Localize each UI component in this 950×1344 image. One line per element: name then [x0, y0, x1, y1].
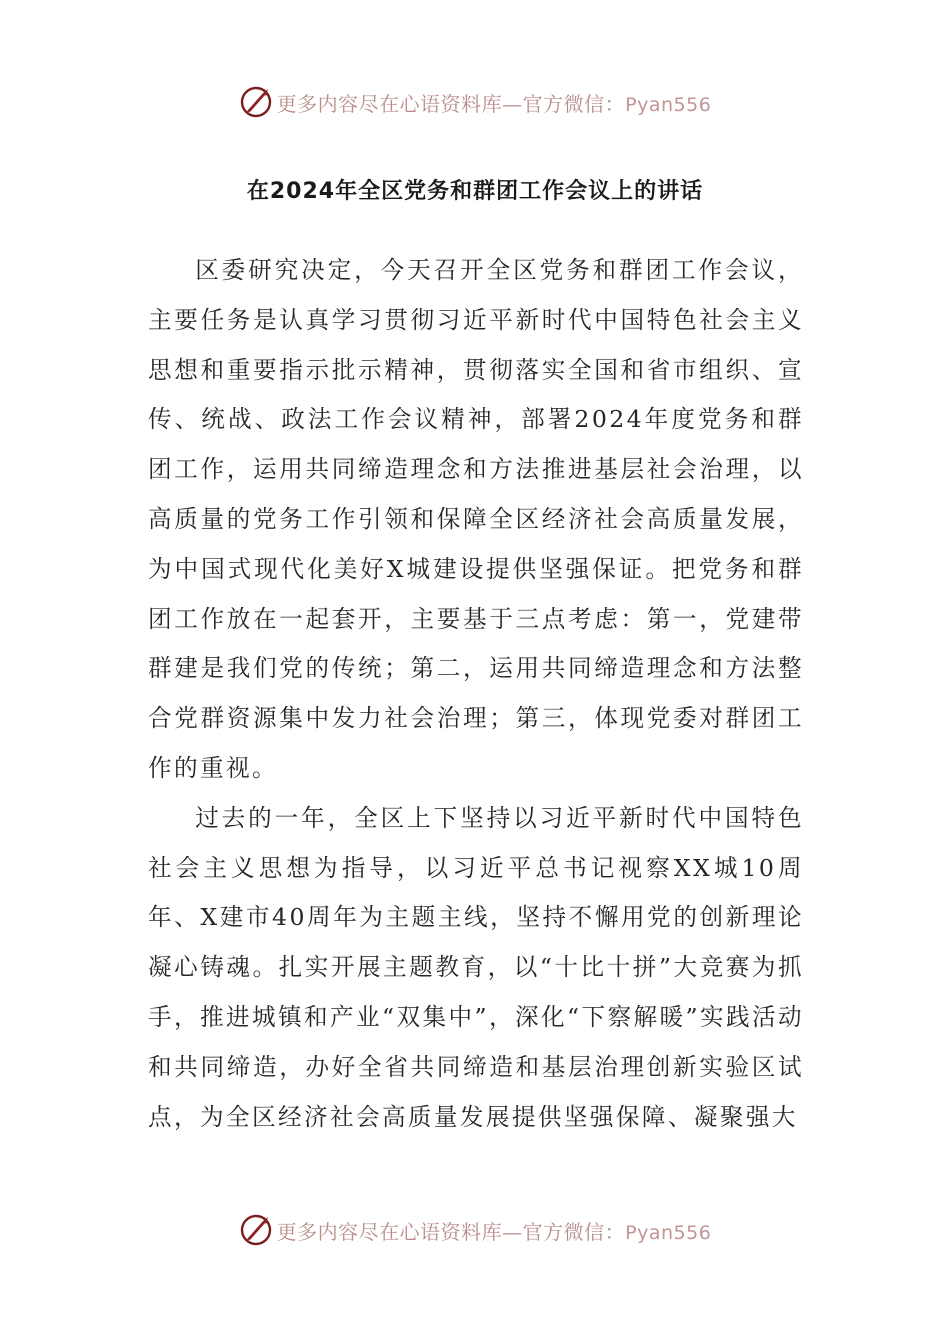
watermark-wechat-label: 官方微信： — [522, 1219, 626, 1244]
watermark-header — [0, 82, 950, 122]
document-body — [148, 246, 804, 1142]
watermark-separator: — — [502, 91, 523, 116]
paragraph: 过去的一年，全区上下坚持以习近平新时代中国特色社会主义思想为指导，以习近平总书记视察XX城10周年、X建市40周年为主题主线，坚持不懈用党的创新理论凝心铸魂。扎实开展主题教育，以“十比十拼”大竞赛为抓手，推进城镇和产业“双集中”，深化“下察解暖”实践活动和共同缔造，办好全省共同缔造和基层治理创新实验区试点，为全区经济社会高质量发展提供坚强保障、凝聚强大 — [148, 803, 804, 1131]
document-title: 在2024年全区党务和群团工作会议上的讲话 — [246, 179, 704, 204]
watermark-separator: — — [502, 1219, 523, 1244]
paragraph: 区委研究决定，今天召开全区党务和群团工作会议，主要任务是认真学习贯彻习近平新时代中国特色社会主义思想和重要指示批示精神，贯彻落实全国和省市组织、宣传、统战、政法工作会议精神，部署2024年度党务和群团工作，运用共同缔造理念和方法推进基层社会治理，以高质量的党务工作引领和保障全区经济社会高质量发展，为中国式现代化美好X城建设提供坚强保证。把党务和群团工作放在一起套开，主要基于三点考虑：第一，党建带群建是我们党的传统；第二，运用共同缔造理念和方法整合党群资源集中发力社会治理；第三，体现党委对群团工作的重视。 — [148, 256, 804, 782]
watermark-brand: 更多内容尽在心语资料库 — [276, 1219, 503, 1244]
quill-pen-logo-icon — [239, 85, 273, 119]
watermark-wechat-id: Pyan556 — [625, 1221, 712, 1244]
watermark-footer — [0, 1210, 950, 1250]
quill-pen-logo-icon — [239, 1213, 273, 1247]
watermark-text — [277, 1216, 712, 1245]
watermark-brand: 更多内容尽在心语资料库 — [276, 91, 503, 116]
watermark-wechat-id: Pyan556 — [625, 93, 712, 116]
watermark-wechat-label: 官方微信： — [522, 91, 626, 116]
watermark-text — [277, 88, 712, 117]
